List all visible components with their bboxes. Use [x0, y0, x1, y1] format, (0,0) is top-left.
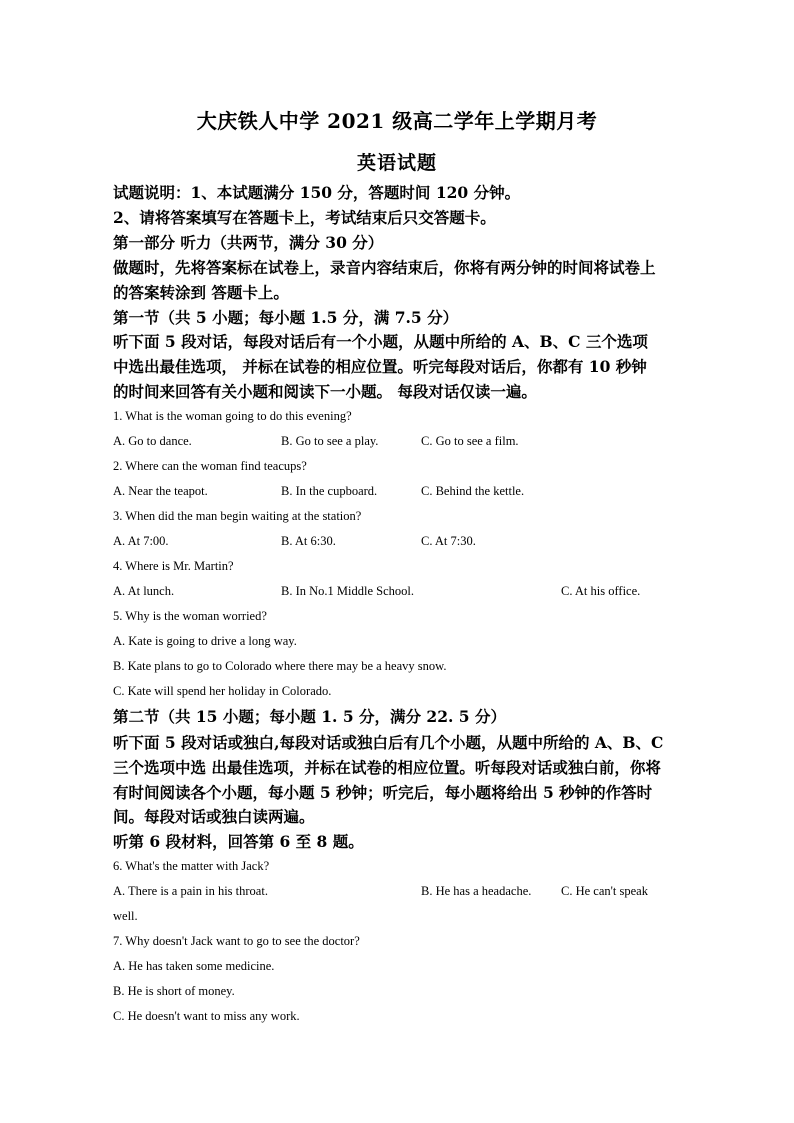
material-heading: 听第 6 段材料，回答第 6 至 8 题。 — [113, 832, 364, 851]
question-stem: 7. Why doesn't Jack want to go to see the doctor? — [113, 934, 360, 948]
option-a: A. There is a pain in his throat. — [113, 884, 268, 898]
option-a: A. Kate is going to drive a long way. — [113, 634, 297, 648]
question-stem: 4. Where is Mr. Martin? — [113, 559, 234, 573]
option-b: B. He is short of money. — [113, 984, 235, 998]
section1-heading: 第一节（共 5 小题；每小题 1.5 分，满 7.5 分） — [113, 308, 459, 327]
part1-intro — [113, 256, 685, 306]
section1-intro-line: 的时间来回答有关小题和阅读下一小题。 每段对话仅读一遍。 — [113, 381, 537, 401]
section1-intro-line: 中选出最佳选项， 并标在试卷的相应位置。听完每段对话后，你都有 10 秒钟 — [113, 356, 647, 376]
exam-title: 大庆铁人中学 2021 级高二学年上学期月考 — [196, 109, 598, 133]
option-c: C. Go to see a film. — [421, 434, 519, 448]
option-c: C. Behind the kettle. — [421, 484, 525, 498]
section2-intro-line: 间。每段对话或独白读两遍。 — [113, 807, 315, 827]
option-b: B. In No.1 Middle School. — [281, 584, 414, 598]
option-c: C. At his office. — [561, 584, 641, 598]
part1-heading: 第一部分 听力（共两节，满分 30 分） — [113, 233, 384, 252]
option-a: A. At lunch. — [113, 584, 175, 598]
section1-intro — [113, 330, 685, 404]
option-a: A. Go to dance. — [113, 434, 192, 448]
instruction-line-1: 试题说明：1、本试题满分 150 分，答题时间 120 分钟。 — [113, 183, 521, 202]
question-stem: 2. Where can the woman find teacups? — [113, 459, 307, 473]
exam-subtitle: 英语试题 — [356, 152, 437, 174]
section1-intro-line: 听下面 5 段对话，每段对话后有一个小题，从题中所给的 A、B、C 三个选项 — [113, 332, 648, 351]
option-c: C. Kate will spend her holiday in Colorado. — [113, 684, 332, 698]
section2-intro — [113, 731, 685, 830]
option-c-continued: well. — [113, 909, 138, 923]
question-stem: 1. What is the woman going to do this evening? — [113, 409, 352, 423]
option-b: B. In the cupboard. — [281, 484, 378, 498]
option-c: C. He doesn't want to miss any work. — [113, 1009, 300, 1023]
option-c: C. At 7:30. — [421, 534, 476, 548]
option-b: B. He has a headache. — [421, 884, 532, 898]
section2-intro-line: 有时间阅读各个小题，每小题 5 秒钟；听完后，每小题将给出 5 秒钟的作答时 — [113, 782, 653, 802]
option-a: A. He has taken some medicine. — [113, 959, 275, 973]
section2-heading: 第二节（共 15 小题；每小题 1. 5 分，满分 22. 5 分） — [113, 707, 506, 726]
section2-intro-line: 听下面 5 段对话或独白,每段对话或独白后有几个小题，从题中所给的 A、B、C — [113, 733, 664, 752]
section2-intro-line: 三个选项中选 出最佳选项，并标在试卷的相应位置。听每段对话或独白前，你将 — [113, 757, 661, 777]
instruction-line-2: 2、请将答案填写在答题卡上，考试结束后只交答题卡。 — [113, 208, 496, 227]
option-b: B. At 6:30. — [281, 534, 336, 548]
option-a: A. At 7:00. — [113, 534, 169, 548]
option-b: B. Kate plans to go to Colorado where there may be a heavy snow. — [113, 659, 447, 673]
part1-intro-line: 的答案转涂到 答题卡上。 — [113, 282, 289, 302]
option-a: A. Near the teapot. — [113, 484, 208, 498]
question-stem: 5. Why is the woman worried? — [113, 609, 267, 623]
question-stem: 3. When did the man begin waiting at the station? — [113, 509, 362, 523]
part1-intro-line: 做题时，先将答案标在试卷上，录音内容结束后，你将有两分钟的时间将试卷上 — [113, 258, 656, 277]
option-b: B. Go to see a play. — [281, 434, 379, 448]
question-stem: 6. What's the matter with Jack? — [113, 859, 270, 873]
option-c: C. He can't speak — [561, 884, 648, 898]
